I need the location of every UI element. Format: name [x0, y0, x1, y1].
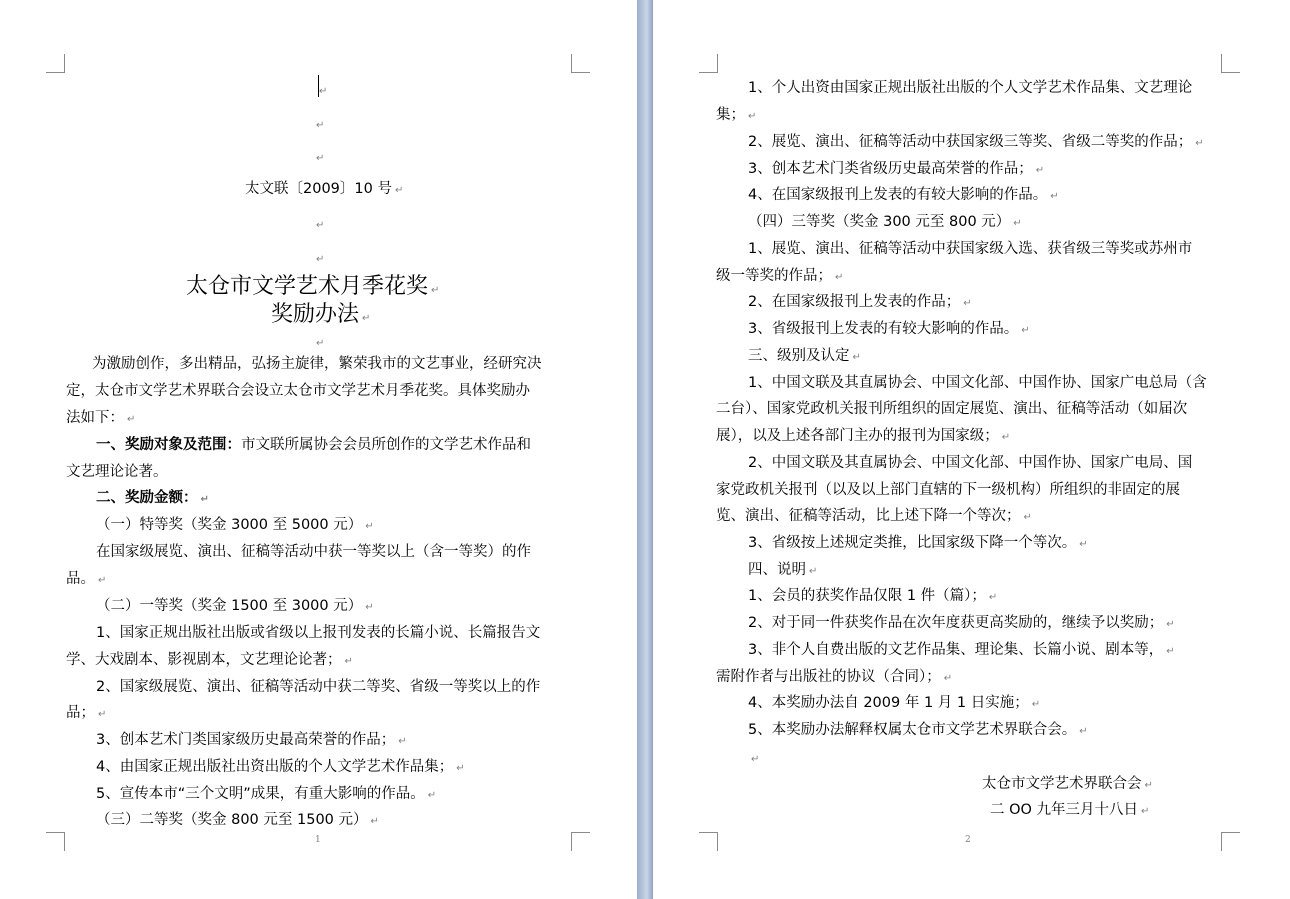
- paragraph-mark: ↵: [431, 285, 440, 296]
- text-line[interactable]: 集； ↵: [716, 107, 757, 123]
- crop-mark: [46, 54, 65, 73]
- text-line[interactable]: 在国家级展览、演出、征稿等活动中获一等奖以上（含一等奖）的作: [96, 544, 531, 560]
- section-heading[interactable]: 二、奖励金额： ↵: [96, 490, 209, 506]
- crop-mark: [1221, 832, 1240, 851]
- text-line[interactable]: 览、演出、征稿等活动，比上述下降一个等次； ↵: [716, 508, 1032, 524]
- text-line[interactable]: 3、省级按上述规定类推，比国家级下降一个等次。 ↵: [748, 535, 1088, 551]
- section-heading[interactable]: 三、级别及认定 ↵: [748, 348, 861, 364]
- paragraph-mark: ↵: [394, 185, 404, 196]
- paragraph-mark: ↵: [316, 153, 325, 164]
- paragraph-mark: ↵: [316, 120, 325, 131]
- text-line[interactable]: 2、展览、演出、征稿等活动中获国家级三等奖、省级二等奖的作品； ↵: [748, 134, 1204, 150]
- text-line[interactable]: 品； ↵: [66, 705, 107, 721]
- text-line[interactable]: 5、本奖励办法解释权属太仓市文学艺术界联合会。 ↵: [748, 722, 1088, 738]
- text-line[interactable]: 3、创本艺术门类省级历史最高荣誉的作品； ↵: [748, 161, 1045, 177]
- text-line[interactable]: 定，太仓市文学艺术界联合会设立太仓市文学艺术月季花奖。具体奖励办: [66, 383, 530, 399]
- text-line[interactable]: 4、在国家级报刊上发表的有较大影响的作品。 ↵: [748, 187, 1059, 203]
- text-line[interactable]: 品。 ↵: [66, 571, 107, 587]
- signature: 太仓市文学艺术界联合会: [982, 776, 1142, 792]
- crop-mark: [46, 832, 65, 851]
- text-line[interactable]: 2、在国家级报刊上发表的作品； ↵: [748, 294, 972, 310]
- text-line[interactable]: 家党政机关报刊（以及以上部门直辖的下一级机构）所组织的非固定的展: [716, 482, 1180, 498]
- text-line[interactable]: 为激励创作，多出精品，弘扬主旋律，繁荣我市的文艺事业，经研究决: [92, 356, 542, 372]
- text-line[interactable]: 1、国家正规出版社出版或省级以上报刊发表的长篇小说、长篇报告文: [96, 625, 541, 641]
- text-line[interactable]: 一、奖励对象及范围：市文联所属协会会员所创作的文学艺术作品和: [96, 437, 531, 453]
- text-line[interactable]: 1、展览、演出、征稿等活动中获国家级入选、获省级三等奖或苏州市: [748, 241, 1193, 257]
- text-line[interactable]: 1、个人出资由国家正规出版社出版的个人文学艺术作品集、文艺理论: [748, 80, 1193, 96]
- page-number: 1: [315, 835, 321, 845]
- page-gap: [637, 0, 653, 899]
- crop-mark: [699, 832, 718, 851]
- text-line[interactable]: 3、省级报刊上发表的有较大影响的作品。 ↵: [748, 321, 1030, 337]
- crop-mark: [1221, 54, 1240, 73]
- crop-mark: [571, 832, 590, 851]
- crop-mark: [699, 54, 718, 73]
- doc-number: 太文联〔2009〕10 号: [245, 181, 392, 197]
- date-line[interactable]: 二 OO 九年三月十八日 ↵: [990, 802, 1150, 818]
- document-date: 二 OO 九年三月十八日: [990, 802, 1139, 818]
- crop-mark: [571, 54, 590, 73]
- text-line[interactable]: 级一等奖的作品； ↵: [716, 268, 844, 284]
- text-line[interactable]: 4、由国家正规出版社出资出版的个人文学艺术作品集； ↵: [96, 759, 465, 775]
- page-number: 2: [965, 835, 971, 845]
- text-line[interactable]: 法如下： ↵: [66, 410, 136, 426]
- text-line[interactable]: 2、对于同一件获奖作品在次年度获更高奖励的，继续予以奖励； ↵: [748, 615, 1175, 631]
- paragraph-mark: ↵: [316, 254, 325, 265]
- title-line-2[interactable]: [271, 301, 370, 333]
- paragraph-mark: ↵: [362, 313, 371, 324]
- document-title: 太仓市文学艺术月季花奖: [186, 274, 429, 299]
- text-line[interactable]: 5、宣传本市“三个文明”成果，有重大影响的作品。 ↵: [96, 786, 437, 802]
- text-line[interactable]: （四）三等奖（奖金 300 元至 800 元） ↵: [748, 214, 1022, 230]
- text-line[interactable]: 学、大戏剧本、影视剧本，文艺理论论著； ↵: [66, 652, 353, 668]
- text-line[interactable]: 1、中国文联及其直属协会、中国文化部、中国作协、国家广电总局（含: [748, 375, 1207, 391]
- paragraph-mark: ↵: [316, 220, 325, 231]
- text-line[interactable]: 4、本奖励办法自 2009 年 1 月 1 日实施； ↵: [748, 695, 1041, 711]
- text-line[interactable]: （二）一等奖（奖金 1500 至 3000 元） ↵: [96, 598, 374, 614]
- text-line[interactable]: 二台）、国家党政机关报刊所组织的固定展览、演出、征稿等活动（如届次: [716, 401, 1188, 417]
- paragraph-mark: ↵: [751, 754, 760, 765]
- paragraph-mark: ↵: [319, 86, 328, 97]
- text-line[interactable]: 3、非个人自费出版的文艺作品集、理论集、长篇小说、剧本等， ↵: [748, 642, 1175, 658]
- document-subtitle: 奖励办法: [271, 302, 360, 327]
- text-line[interactable]: 需附作者与出版社的协议（合同）； ↵: [716, 669, 953, 685]
- text-line[interactable]: 1、会员的获奖作品仅限 1 件（篇）； ↵: [748, 588, 998, 604]
- paragraph-mark: ↵: [316, 338, 325, 349]
- document-page-1[interactable]: [0, 0, 637, 899]
- doc-number-line[interactable]: [245, 179, 403, 201]
- text-line[interactable]: （三）二等奖（奖金 800 元至 1500 元） ↵: [96, 812, 379, 828]
- text-line[interactable]: 展），以及上述各部门主办的报刊为国家级； ↵: [716, 428, 1011, 444]
- text-line[interactable]: （一）特等奖（奖金 3000 至 5000 元） ↵: [96, 517, 374, 533]
- section-heading[interactable]: 四、说明 ↵: [748, 562, 818, 578]
- text-line[interactable]: 文艺理论论著。: [66, 464, 168, 480]
- document-page-2[interactable]: [653, 0, 1290, 899]
- text-line[interactable]: 3、创本艺术门类国家级历史最高荣誉的作品； ↵: [96, 732, 407, 748]
- signature-line[interactable]: 太仓市文学艺术界联合会 ↵: [982, 776, 1153, 792]
- text-line[interactable]: 2、中国文联及其直属协会、中国文化部、中国作协、国家广电局、国: [748, 455, 1193, 471]
- text-line[interactable]: 2、国家级展览、演出、征稿等活动中获二等奖、省级一等奖以上的作: [96, 679, 541, 695]
